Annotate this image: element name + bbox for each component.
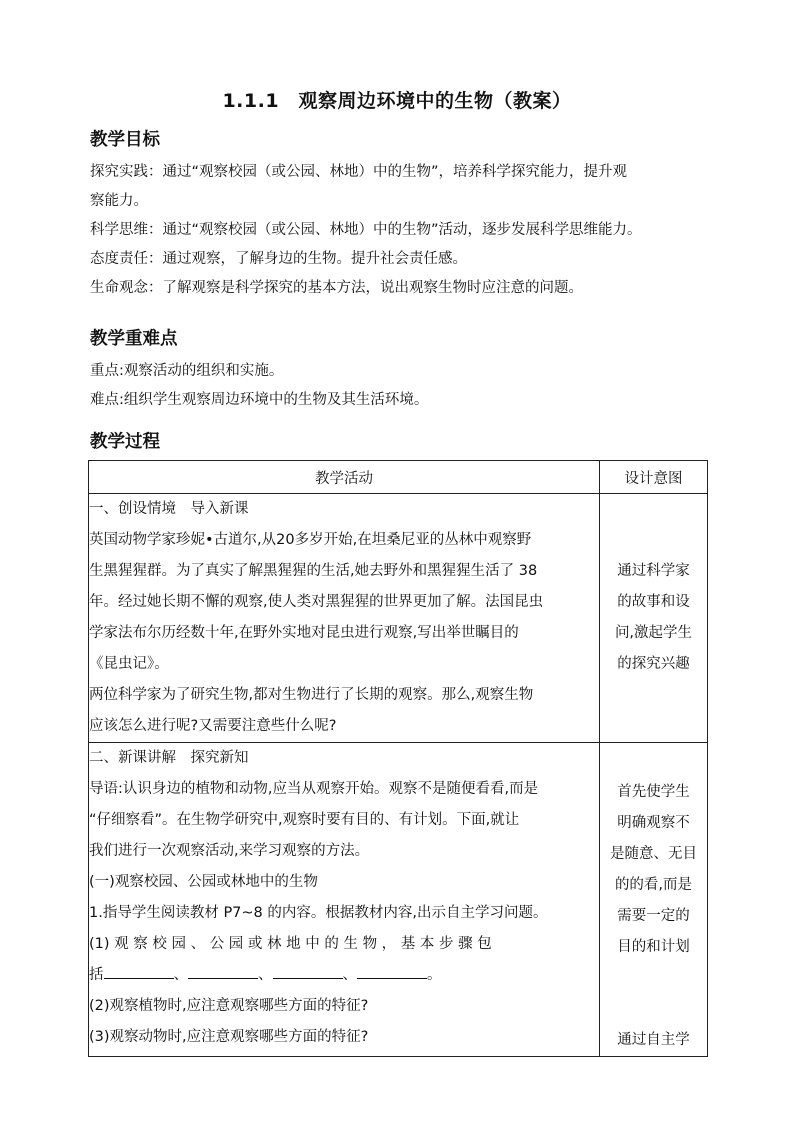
activity-text: 括 — [89, 967, 104, 983]
blank-end: 。 — [427, 967, 442, 983]
spacer — [600, 963, 707, 1025]
goal-line: 科学思维：通过“观察校园（或公园、林地）中的生物”活动，逐步发展科学思维能力。 — [90, 222, 642, 238]
intent-cell — [600, 494, 708, 743]
intent-line: 通过科学家 — [617, 563, 690, 579]
activity-line: 二、新课讲解 探究新知 — [89, 750, 249, 766]
key-point-line: 难点:组织学生观察周边环境中的生物及其生活环境。 — [90, 392, 429, 408]
activity-cell — [89, 743, 600, 1057]
key-point-line: 重点:观察活动的组织和实施。 — [90, 363, 284, 379]
activity-line: “仔细察看”。在生物学研究中,观察时要有目的、有计划。下面,就让 — [89, 812, 520, 828]
answer-blank — [188, 962, 258, 979]
activity-line: (一)观察校园、公园或林地中的生物 — [89, 874, 318, 890]
activity-line: 学家法布尔历经数十年,在野外实地对昆虫进行观察,写出举世瞩目的 — [89, 625, 519, 641]
goal-line: 探究实践：通过“观察校园（或公园、林地）中的生物”，培养科学探究能力，提升观 — [90, 164, 628, 180]
activity-line: 生黑猩猩群。为了真实了解黑猩猩的生活,她去野外和黑猩猩生活了 38 — [89, 563, 538, 579]
blank-separator: 、 — [342, 967, 357, 983]
intent-line: 的故事和设 — [617, 594, 690, 610]
activity-cell — [89, 494, 600, 743]
activity-line: 英国动物学家珍妮•古道尔,从20多岁开始,在坦桑尼亚的丛林中观察野 — [89, 532, 532, 548]
activity-line: 导语:认识身边的植物和动物,应当从观察开始。观察不是随便看看,而是 — [89, 781, 539, 797]
activity-line: 年。经过她长期不懈的观察,使人类对黑猩猩的世界更加了解。法国昆虫 — [89, 594, 544, 610]
activity-line: (1) 观 察 校 园 、 公 园 或 林 地 中 的 生 物 ， 基 本 步 骤 包 — [89, 936, 492, 952]
intent-line: 的的看,而是 — [614, 877, 693, 893]
activity-line: 一、创设情境 导入新课 — [89, 501, 249, 517]
goal-line: 察能力。 — [90, 193, 148, 209]
process-heading: 教学过程 — [90, 432, 160, 452]
goal-line: 生命观念：了解观察是科学探究的基本方法，说出观察生物时应注意的问题。 — [90, 280, 583, 296]
activity-line: 我们进行一次观察活动,来学习观察的方法。 — [89, 843, 370, 859]
answer-blank — [357, 962, 427, 979]
answer-blank — [104, 962, 174, 979]
intent-line: 明确观察不 — [617, 815, 690, 831]
goal-line: 态度责任：通过观察，了解身边的生物。提升社会责任感。 — [90, 251, 467, 267]
activity-line: 《昆虫记》。 — [89, 656, 169, 672]
answer-blank — [273, 962, 343, 979]
blank-separator: 、 — [173, 967, 188, 983]
column-header-activity: 教学活动 — [89, 461, 600, 494]
activity-line: (2)观察植物时,应注意观察哪些方面的特征? — [89, 998, 369, 1014]
page-title: 1.1.1 观察周边环境中的生物（教案） — [222, 90, 572, 112]
table-row — [89, 743, 708, 1057]
column-header-intent: 设计意图 — [600, 461, 708, 494]
goals-list — [90, 158, 710, 303]
goals-heading: 教学目标 — [90, 130, 160, 150]
intent-line: 问,激起学生 — [614, 625, 693, 641]
intent-cell — [600, 743, 708, 1057]
activity-line: 1.指导学生阅读教材 P7~8 的内容。根据教材内容,出示自主学习问题。 — [89, 905, 548, 921]
activity-line: 应该怎么进行呢?又需要注意些什么呢? — [89, 718, 337, 734]
table-row — [89, 494, 708, 743]
teaching-process-table — [88, 460, 708, 1057]
fill-in-blank-line — [89, 960, 599, 991]
intent-line: 首先使学生 — [617, 784, 690, 800]
intent-line: 目的和计划 — [617, 939, 690, 955]
intent-line: 通过自主学 — [617, 1032, 690, 1048]
activity-line: (3)观察动物时,应注意观察哪些方面的特征? — [89, 1029, 369, 1045]
intent-line: 是随意、无目 — [610, 846, 697, 862]
intent-line: 的探究兴趣 — [617, 656, 690, 672]
blank-separator: 、 — [258, 967, 273, 983]
key-points-heading: 教学重难点 — [90, 329, 178, 349]
key-points-list — [90, 357, 710, 415]
table-header-row — [89, 461, 708, 494]
intent-line: 需要一定的 — [617, 908, 690, 924]
activity-line: 两位科学家为了研究生物,都对生物进行了长期的观察。那么,观察生物 — [89, 687, 534, 703]
